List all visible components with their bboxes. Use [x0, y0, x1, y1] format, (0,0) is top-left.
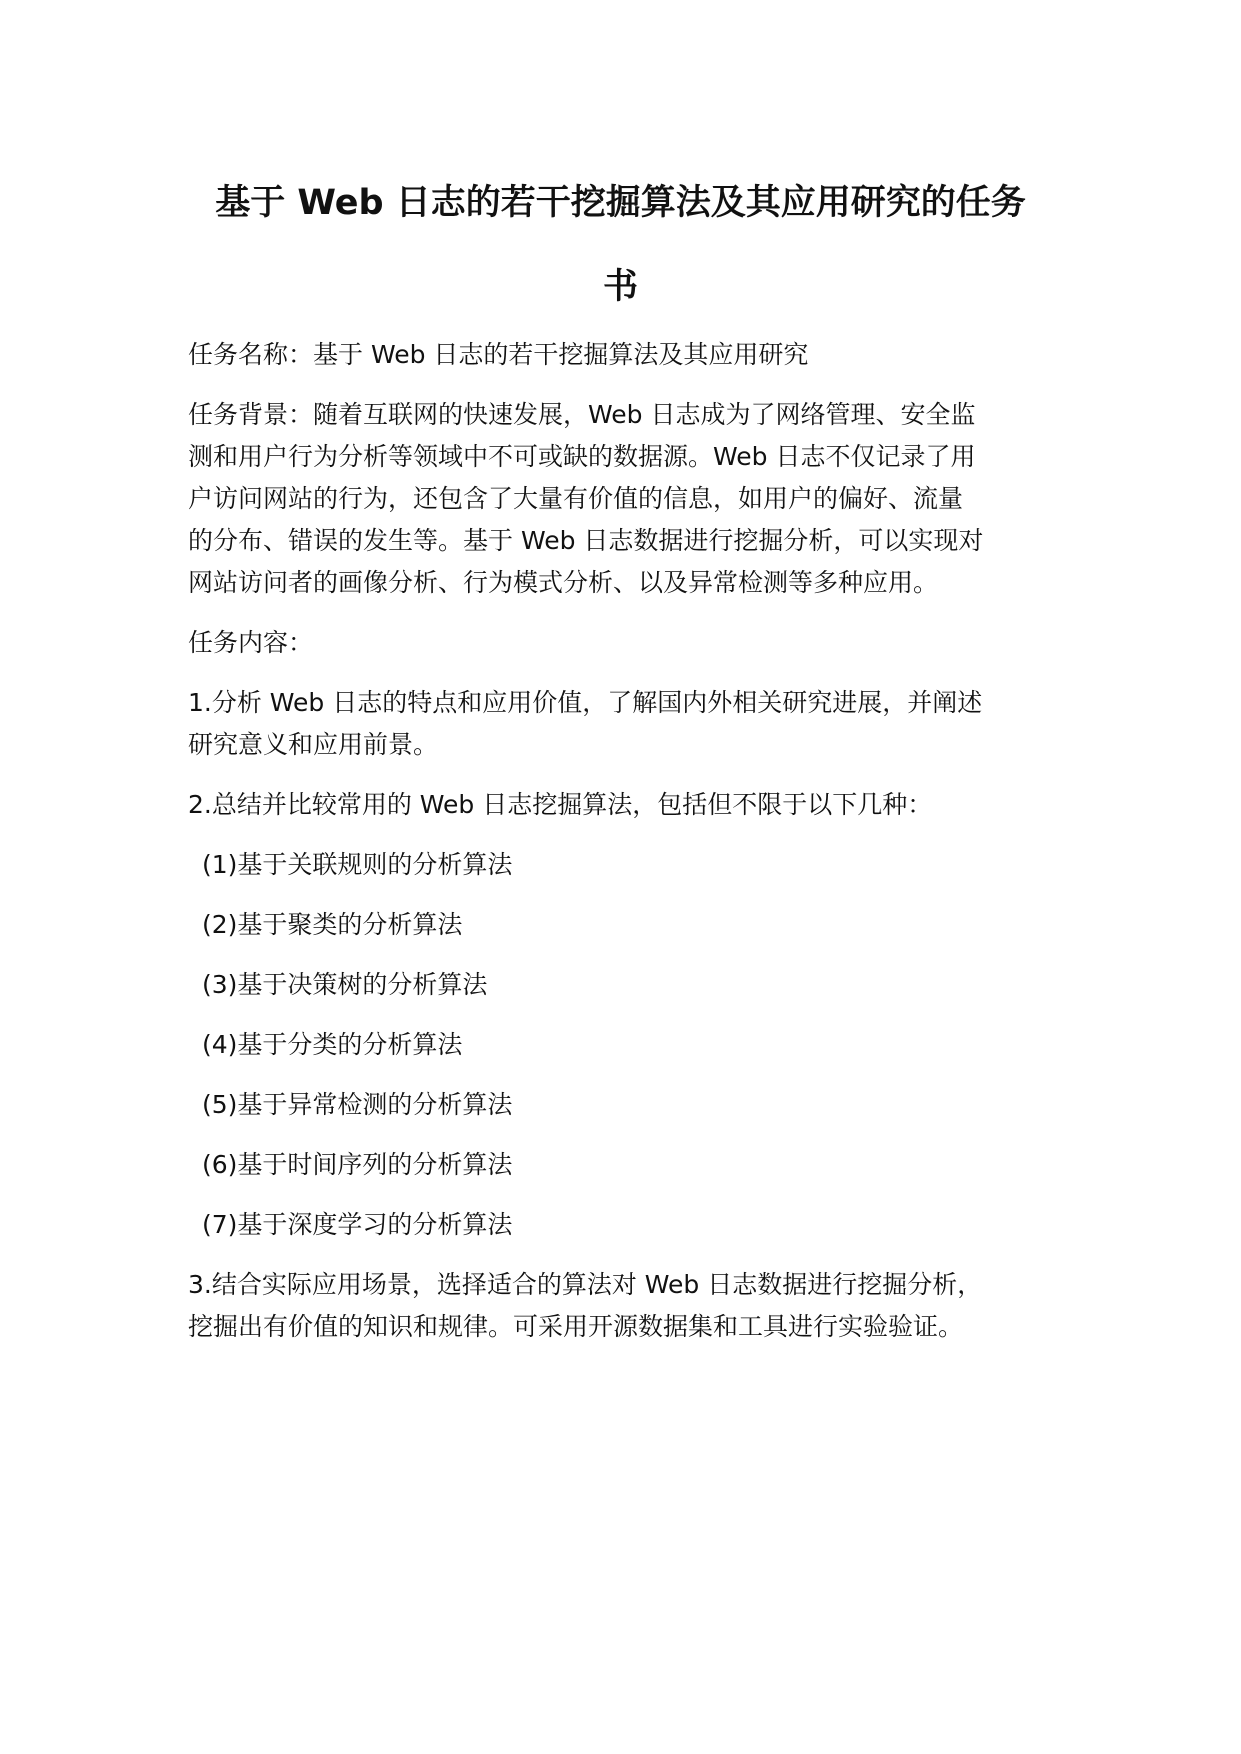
background-line: 测和用户行为分析等领域中不可或缺的数据源。Web 日志不仅记录了用: [188, 442, 976, 471]
algorithm-item: (5)基于异常检测的分析算法: [202, 1090, 513, 1119]
item2: 2.总结并比较常用的 Web 日志挖掘算法，包括但不限于以下几种：: [188, 790, 933, 819]
task-name: 任务名称：基于 Web 日志的若干挖掘算法及其应用研究: [188, 340, 809, 369]
algorithm-item: (4)基于分类的分析算法: [202, 1030, 463, 1059]
item3-line: 3.结合实际应用场景，选择适合的算法对 Web 日志数据进行挖掘分析，: [188, 1270, 983, 1299]
document-title-continued: 书: [602, 267, 638, 307]
background-line: 户访问网站的行为，还包含了大量有价值的信息，如用户的偏好、流量: [188, 484, 964, 513]
algorithm-item: (1)基于关联规则的分析算法: [202, 850, 513, 879]
algorithm-item: (6)基于时间序列的分析算法: [202, 1150, 513, 1179]
algorithm-item: (2)基于聚类的分析算法: [202, 910, 463, 939]
item1-line: 1.分析 Web 日志的特点和应用价值，了解国内外相关研究进展，并阐述: [188, 688, 983, 717]
document-title: 基于 Web 日志的若干挖掘算法及其应用研究的任务: [215, 183, 1026, 223]
algorithm-item: (3)基于决策树的分析算法: [202, 970, 488, 999]
item3-line: 挖掘出有价值的知识和规律。可采用开源数据集和工具进行实验验证。: [188, 1312, 964, 1341]
algorithm-item: (7)基于深度学习的分析算法: [202, 1210, 513, 1239]
content-heading: 任务内容：: [188, 628, 314, 657]
background-line: 的分布、错误的发生等。基于 Web 日志数据进行挖掘分析，可以实现对: [188, 526, 984, 555]
background-line: 网站访问者的画像分析、行为模式分析、以及异常检测等多种应用。: [188, 568, 939, 597]
item1-line: 研究意义和应用前景。: [188, 730, 439, 759]
background-line: 任务背景：随着互联网的快速发展，Web 日志成为了网络管理、安全监: [188, 400, 976, 429]
